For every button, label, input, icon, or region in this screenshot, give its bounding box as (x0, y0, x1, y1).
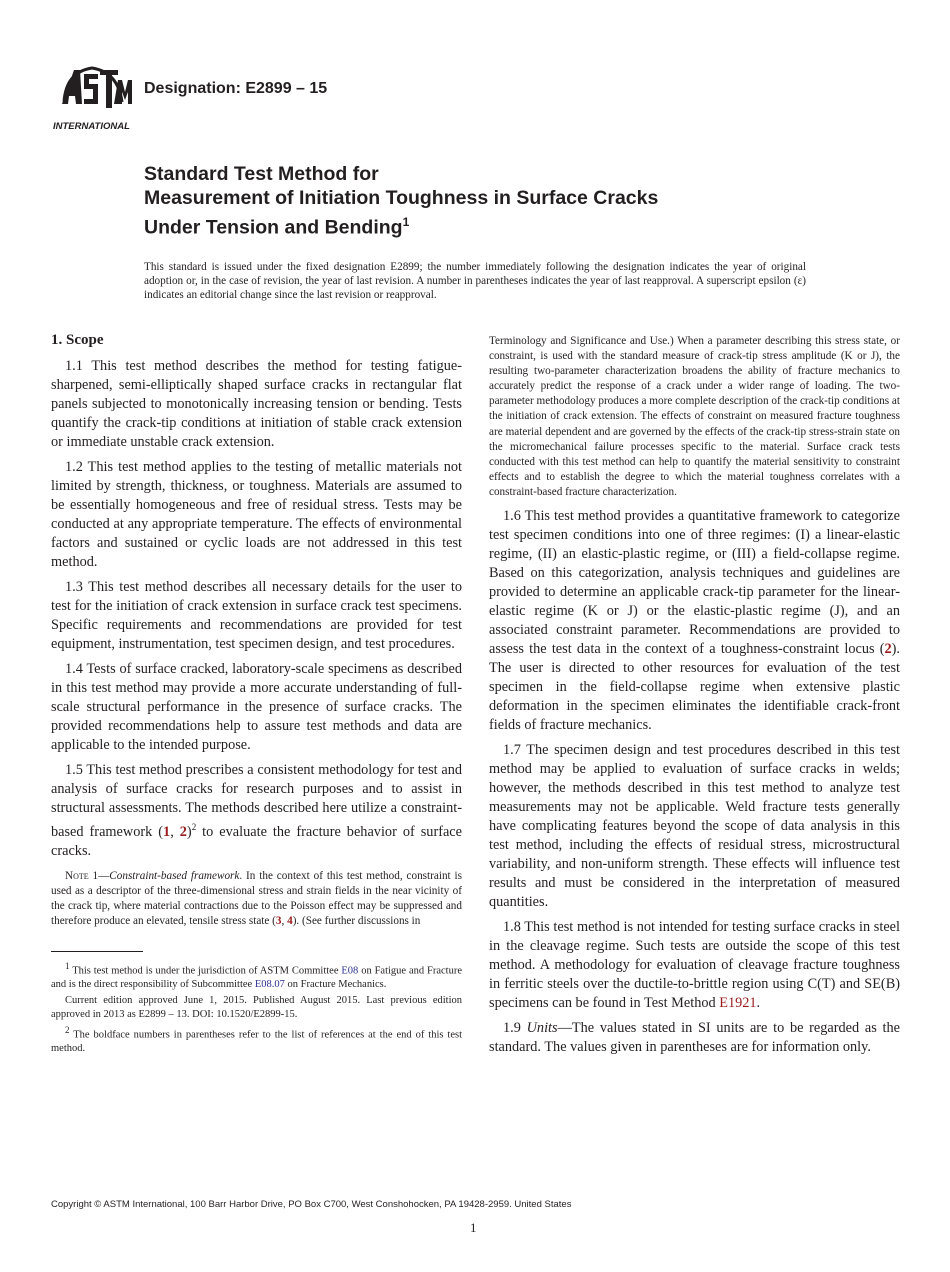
paragraph-1-5 (51, 761, 462, 861)
title-line-2: Measurement of Initiation Toughness in Surface Cracks (144, 187, 659, 209)
footnote-1-text-a: This test method is under the jurisdiction of ASTM Committee (69, 965, 342, 977)
section-heading-scope: 1. Scope (51, 332, 104, 348)
reference-link-2[interactable]: 2 (179, 823, 187, 840)
title-line-3 (144, 210, 864, 240)
paragraph-1-7: 1.7 The specimen design and test procedures described in this test method may be applied to evaluation of surface cracks in welds; however, the methods described in this test method to analyze test measurements may not be applicable. Weld fracture tests generally have complicating features beyond the scope of data analysis in this test method, including the effects of residual stress, microstructural variability, and non-uniform strength. These effects will influence test results and must be considered in the interpretation of measured quantities. (489, 742, 900, 911)
standard-notice: This standard is issued under the fixed designation E2899; the number immediately following the designation indicates the year of original adoption or, in the case of revision, the year of last revision. A number in parentheses indicates the year of last reapproval. A superscript epsilon (ε) indicates an editorial change since the last revision or reapproval. (144, 261, 806, 302)
footnote-mark-2: 2 (191, 822, 197, 832)
copyright-footer: Copyright © ASTM International, 100 Barr Harbor Drive, PO Box C700, West Conshohocken, PA 19428-2959. United States (51, 1199, 572, 1210)
note-text-a: . In the context of this test method, constraint is used as a descriptor of the three-dimensional stress and strain fields in the near vicinity of the crack tip, where material contractions due to the Poisson effect may be suppressed and therefore produce an elevated, tensile stress state ( (51, 869, 462, 928)
paragraph-1-6-text-b: ). The user is directed to other resources for evaluation of the test specimen in the field-collapse regime when extensive plastic deformation in the specimen eliminates the identifiable crack-front fields of fracture mechanics. (489, 641, 900, 734)
footnote-2-mark: 2 (65, 1025, 70, 1036)
logo-subtext: INTERNATIONAL (53, 121, 130, 132)
paragraph-1-4: 1.4 Tests of surface cracked, laboratory-scale specimens as described in this test method may provide a more accurate understanding of full-scale structural performance in the presence of surface cracks. The provided recommendations help to assure test methods and data are applicable to the intended purpose. (51, 661, 462, 753)
paragraph-1-6-text-a: 1.6 This test method provides a quantitative framework to categorize test specimen conditions into one of three regimes: (I) a linear-elastic regime, (II) an elastic-plastic regime, or (III) a field-collapse regime. Based on this categorization, analysis techniques and guidelines are provided to determine an applicable crack-tip parameter for the linear-elastic regime (K or J) or the elastic-plastic regime (J), and an associated constraint parameter. Recommendations are provided to assess the test data in the context of a toughness-constraint locus ( (489, 508, 900, 658)
paragraph-1-9 (489, 1019, 900, 1057)
paragraph-1-8-text-b: . (756, 995, 761, 1012)
paragraph-1-3: 1.3 This test method describes all necessary details for the user to test for the initiation of crack extension in surface crack test specimens. Specific requirements and recommendations are provided for test equipment, instrumentation, test specimen design, and test procedures. (51, 579, 462, 652)
footnote-1-text-b: on Fatigue and Fracture and is the direct responsibility of Subcommittee (51, 965, 462, 991)
reference-link-1[interactable]: 1 (163, 823, 171, 840)
paragraph-1-2: 1.2 This test method applies to the testing of metallic materials not limited by strength, thickness, or toughness. Materials are assumed to be essentially homogeneous and free of residual stress. Tests may be conducted at any appropriate temperature. The effects of environmental factors and sustained or cyclic loads are not addressed in this test method. (51, 459, 462, 570)
footnote-1 (51, 960, 462, 991)
test-method-e1921-link[interactable]: E1921 (719, 995, 757, 1012)
astm-logo (52, 62, 136, 134)
paragraph-1-9-text: —The values stated in SI units are to be regarded as the standard. The values given in parentheses are for information only. (489, 1020, 900, 1056)
paragraph-1-5-close: ) (186, 823, 192, 840)
right-column (489, 334, 900, 1063)
note-label: Note 1 (65, 869, 99, 882)
footnote-divider (51, 951, 143, 952)
paragraph-1-8 (489, 918, 900, 1013)
paragraph-1-1: 1.1 This test method describes the method for testing fatigue-sharpened, semi-elliptically shaped surface cracks in rectangular flat panels subjected to monotonically increasing tension or bending. Tests quantify the crack-tip conditions at initiation of stable crack extension or immediate unstable crack extension. (51, 358, 462, 450)
footnote-2 (51, 1024, 462, 1055)
current-edition-note: Current edition approved June 1, 2015. Published August 2015. Last previous edition approved in 2013 as E2899 – 13. DOI: 10.1520/E2899-15. (51, 995, 462, 1020)
note-dash: — (98, 869, 110, 882)
title-line-1: Standard Test Method for (144, 163, 379, 185)
footnote-1-text-c: on Fracture Mechanics. (284, 979, 387, 991)
title-line-3-text: Under Tension and Bending (144, 216, 403, 239)
footnote-1-mark: 1 (65, 961, 70, 972)
reference-link-2b[interactable]: 2 (884, 641, 892, 658)
paragraph-1-5-comma: , (170, 823, 180, 840)
reference-link-4[interactable]: 4 (287, 915, 293, 928)
paragraph-1-9-title: Units (526, 1020, 558, 1037)
note-title: Constraint-based framework (109, 869, 240, 882)
footnote-2-text: The boldface numbers in parentheses refer to the list of references at the end of this test method. (51, 1029, 462, 1055)
paragraph-1-5-text-b: to evaluate the fracture behavior of surface cracks. (51, 823, 462, 859)
paragraph-1-5-text-a: 1.5 This test method prescribes a consistent methodology for test and analysis of surface cracks for research purposes and to assist in structural assessments. The methods described here utilize a constraint-based framework ( (51, 762, 462, 840)
note-1-continued: Terminology and Significance and Use.) When a parameter describing this stress state, or constraint, is used with the standard measure of crack-tip stress amplitude (K or J), the resulting two-parameter characterization broadens the ability of fracture mechanics to accurately predict the response of a crack under a wider range of loading. The two-parameter methodology produces a more complete description of the crack-tip conditions at the initiation of crack extension. The effects of constraint on measured fracture toughness are material dependent and are governed by the effects of the crack-tip stress-strain state on the micromechanical failure processes specific to the material. Surface crack tests conducted with this test method can help to quantify the material sensitivity to constraint effects and to establish the degree to which the material toughness correlates with a constraint-based fracture characterization. (489, 335, 900, 498)
subcommittee-e08-07-link[interactable]: E08.07 (254, 979, 285, 991)
paragraph-1-9-number: 1.9 (503, 1020, 527, 1037)
page-title (144, 162, 864, 240)
designation: Designation: E2899 – 15 (144, 80, 328, 97)
left-column (51, 332, 462, 1059)
note-text-b: ). (See further discussions in (292, 915, 421, 928)
note-1 (51, 869, 462, 929)
paragraph-1-8-text-a: 1.8 This test method is not intended for testing surface cracks in steel in the cleavage regime. Such tests are outside the scope of this test method. A methodology for evaluation of cleavage fracture toughness in ferritic steels over the ductile-to-brittle region using C(T) and SE(B) specimens can be found in Test Method (489, 919, 900, 1012)
page-number: 1 (470, 1220, 477, 1235)
reference-link-3[interactable]: 3 (275, 915, 282, 928)
title-footnote-mark: 1 (402, 215, 410, 229)
paragraph-1-6 (489, 507, 900, 735)
note-comma: , (281, 915, 288, 928)
committee-e08-link[interactable]: E08 (341, 965, 359, 977)
